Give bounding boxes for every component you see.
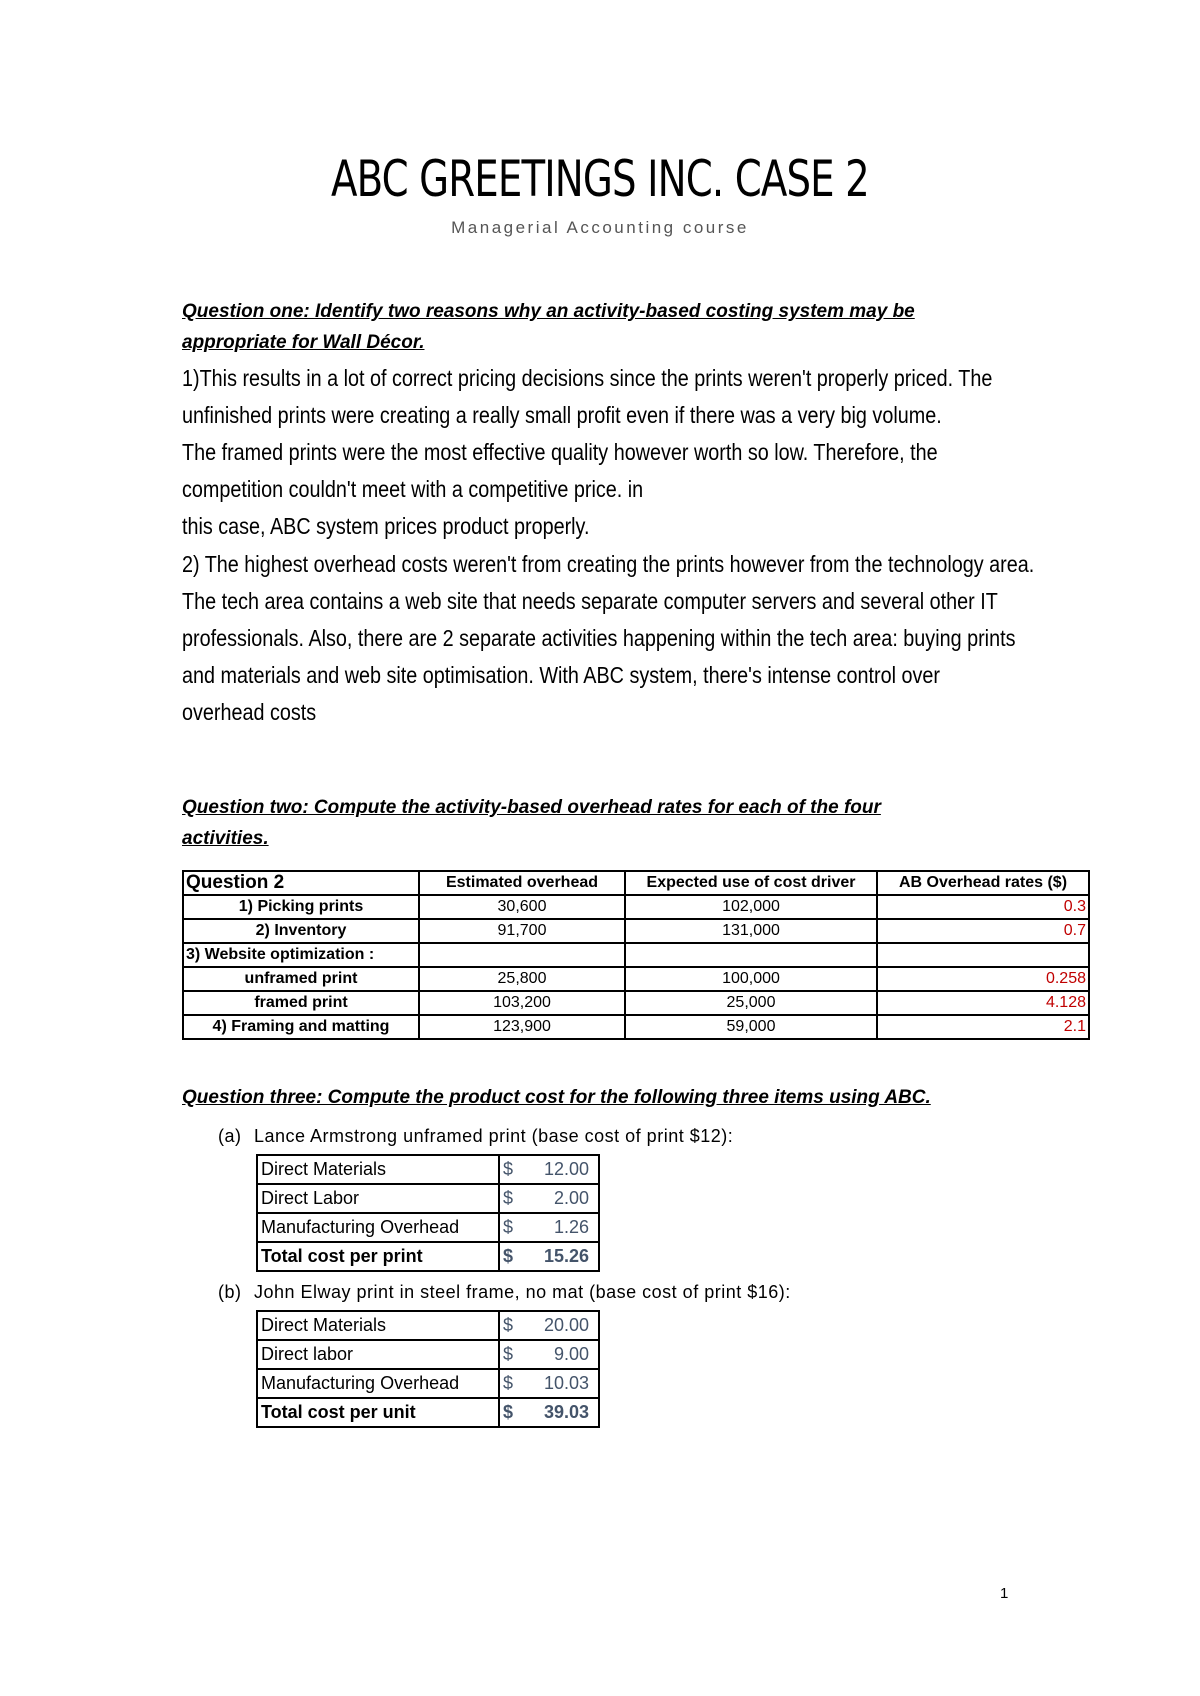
activity-cell: 3) Website optimization : <box>183 943 419 967</box>
table-row <box>257 1155 599 1184</box>
answer-one-line: The framed prints were the most effective quality however worth so low. Therefore, the <box>182 439 938 465</box>
answer-two-line: professionals. Also, there are 2 separate activities happening within the tech area: buying prints <box>182 625 1016 651</box>
answer-one-line: 1)This results in a lot of correct pricing decisions since the prints weren't properly priced. The <box>182 365 993 391</box>
total-row <box>257 1398 599 1427</box>
driver-cell: 102,000 <box>625 895 877 919</box>
cost-value-cell: $ 39.03 <box>499 1398 599 1427</box>
cost-value-cell: $ 12.00 <box>499 1155 599 1184</box>
question-two-heading <box>182 792 1062 854</box>
question-three-heading: Question three: Compute the product cost for the following three items using ABC. <box>182 1087 931 1108</box>
table-row <box>257 1213 599 1242</box>
answer-two-line: and materials and web site optimisation. With ABC system, there's intense control over <box>182 662 940 688</box>
driver-cell: 59,000 <box>625 1015 877 1039</box>
activity-cell: 2) Inventory <box>183 919 419 943</box>
cost-label-cell: Direct Materials <box>257 1311 499 1340</box>
table-row <box>183 919 1089 943</box>
cost-label-cell: Total cost per unit <box>257 1398 499 1427</box>
cost-value-cell: $ 9.00 <box>499 1340 599 1369</box>
table-row <box>183 1015 1089 1039</box>
table-row <box>257 1340 599 1369</box>
answer-two-paragraph <box>182 546 1033 731</box>
overhead-cell <box>419 943 625 967</box>
activity-cell: 4) Framing and matting <box>183 1015 419 1039</box>
answer-one-line: competition couldn't meet with a competitive price. in <box>182 476 644 502</box>
item-a-index: (a) <box>218 1126 242 1146</box>
header-cell: Expected use of cost driver <box>625 871 877 895</box>
item-b-description: John Elway print in steel frame, no mat (base cost of print $16): <box>254 1282 791 1302</box>
overhead-cell: 25,800 <box>419 967 625 991</box>
header-cell: AB Overhead rates ($) <box>877 871 1089 895</box>
document-title: ABC GREETINGS INC. CASE 2 <box>331 150 869 208</box>
activity-cell: framed print <box>183 991 419 1015</box>
activity-cell: unframed print <box>183 967 419 991</box>
answer-one-line: this case, ABC system prices product properly. <box>182 513 590 539</box>
question-one-line-2: appropriate for Wall Décor. <box>182 332 425 353</box>
table-row <box>257 1311 599 1340</box>
driver-cell: 100,000 <box>625 967 877 991</box>
rate-cell: 4.128 <box>877 991 1089 1015</box>
cost-label-cell: Direct labor <box>257 1340 499 1369</box>
driver-cell: 131,000 <box>625 919 877 943</box>
answer-two-line: 2) The highest overhead costs weren't from creating the prints however from the technology area. <box>182 551 1035 577</box>
table-row <box>183 943 1089 967</box>
overhead-cell: 123,900 <box>419 1015 625 1039</box>
overhead-cell: 91,700 <box>419 919 625 943</box>
table-row <box>183 967 1089 991</box>
overhead-cell: 30,600 <box>419 895 625 919</box>
cost-label-cell: Manufacturing Overhead <box>257 1369 499 1398</box>
table-row <box>257 1369 599 1398</box>
question-two-line-2: activities. <box>182 828 269 849</box>
rate-cell: 2.1 <box>877 1015 1089 1039</box>
rate-cell <box>877 943 1089 967</box>
item-b-cost-table <box>256 1310 600 1428</box>
item-a-cost-table <box>256 1154 600 1272</box>
cost-label-cell: Direct Materials <box>257 1155 499 1184</box>
rate-cell: 0.7 <box>877 919 1089 943</box>
item-a-label <box>218 1126 733 1147</box>
item-b-label <box>218 1282 791 1303</box>
overhead-rates-table <box>182 870 1090 1040</box>
page-number: 1 <box>1000 1585 1009 1602</box>
cost-value-cell: $ 20.00 <box>499 1311 599 1340</box>
table-row <box>183 895 1089 919</box>
document-subtitle: Managerial Accounting course <box>451 218 749 237</box>
activity-cell: 1) Picking prints <box>183 895 419 919</box>
question-one-line-1: Question one: Identify two reasons why an activity-based costing system may be <box>182 301 915 322</box>
answer-two-line: The tech area contains a web site that needs separate computer servers and several other IT <box>182 588 998 614</box>
cost-label-cell: Manufacturing Overhead <box>257 1213 499 1242</box>
driver-cell: 25,000 <box>625 991 877 1015</box>
answer-two-line: overhead costs <box>182 699 317 725</box>
driver-cell <box>625 943 877 967</box>
rate-cell: 0.258 <box>877 967 1089 991</box>
cost-label-cell: Total cost per print <box>257 1242 499 1271</box>
cost-value-cell: $ 10.03 <box>499 1369 599 1398</box>
item-a-description: Lance Armstrong unframed print (base cost of print $12): <box>254 1126 734 1146</box>
table-row <box>257 1184 599 1213</box>
item-b-index: (b) <box>218 1282 242 1302</box>
rate-cell: 0.3 <box>877 895 1089 919</box>
header-cell: Estimated overhead <box>419 871 625 895</box>
table-row <box>183 991 1089 1015</box>
total-row <box>257 1242 599 1271</box>
table-header-row <box>183 871 1089 895</box>
answer-one-line: unfinished prints were creating a really small profit even if there was a very big volume. <box>182 402 942 428</box>
question-two-line-1: Question two: Compute the activity-based overhead rates for each of the four <box>182 797 881 818</box>
question-one-heading <box>182 296 1062 358</box>
overhead-cell: 103,200 <box>419 991 625 1015</box>
cost-value-cell: $ 2.00 <box>499 1184 599 1213</box>
cost-value-cell: $ 1.26 <box>499 1213 599 1242</box>
cost-label-cell: Direct Labor <box>257 1184 499 1213</box>
answer-one-paragraph <box>182 360 1033 545</box>
cost-value-cell: $ 15.26 <box>499 1242 599 1271</box>
header-cell: Question 2 <box>183 871 419 895</box>
